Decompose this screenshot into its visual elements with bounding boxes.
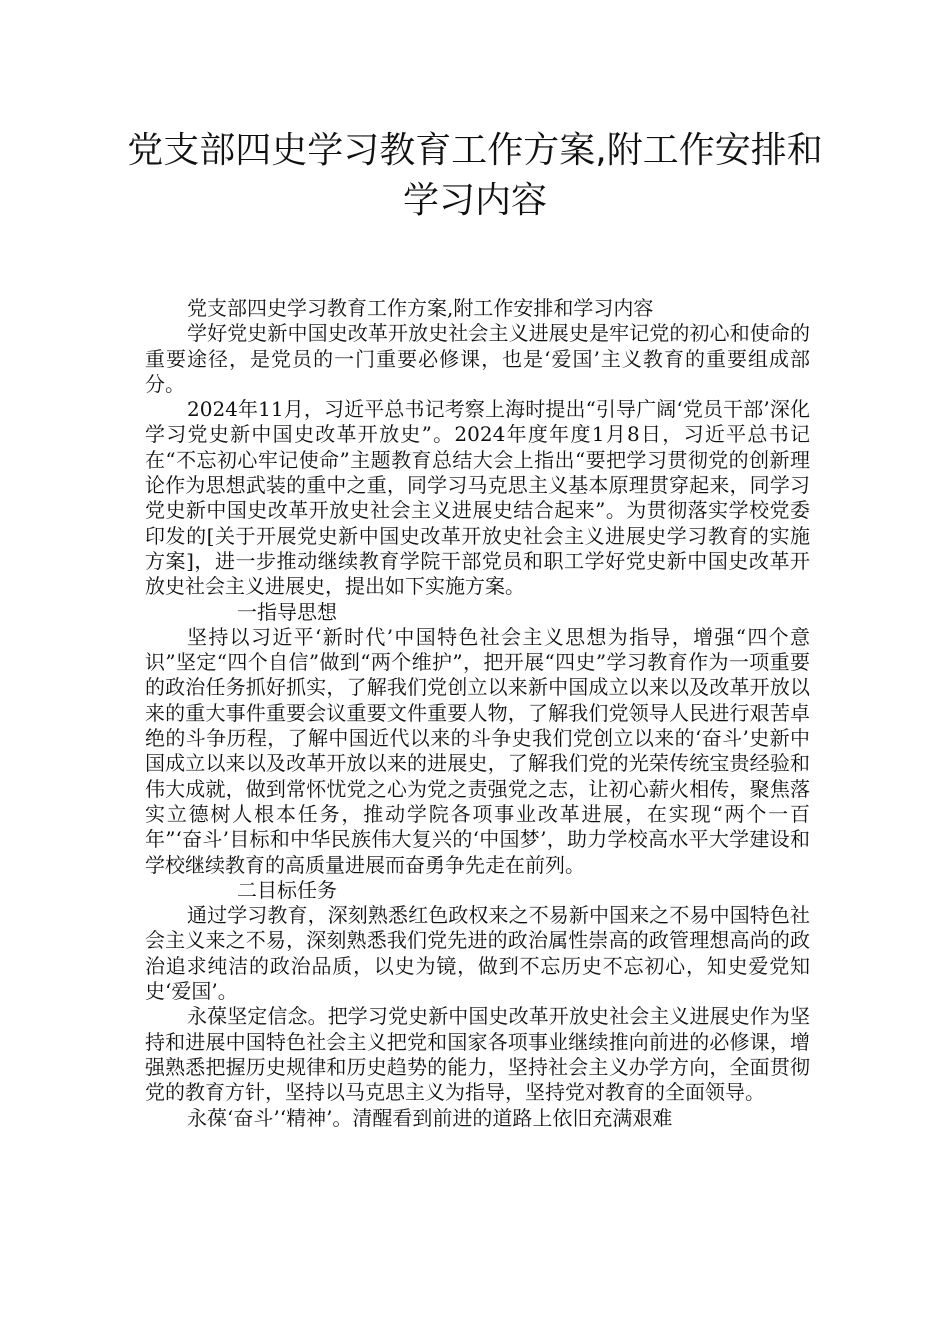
body-paragraph: 2024年11月，习近平总书记考察上海时提出“引导广阔‘党员干部’深化学习党史新中国史改革开放史”。2024年度年度1月8日，习近平总书记在“不忘初心牢记使命”主题教育总结大会上指出“要把学习贯彻党的创新理论作为思想武装的重中之重，同学习马克思主义基本原理贯穿起来，同学习党史新中国史改革开放史社会主义进展史结合起来”。为贯彻落实学校党委印发的[关于开展党史新中国史改革开放史社会主义进展史学习教育的实施方案]，进一步推动继续教育学院干部党员和职工学好党史新中国史改革开放史社会主义进展史，提出如下实施方案。 — [145, 397, 810, 599]
body-paragraph: 永葆‘奋斗’‘精神’。清醒看到前进的道路上依旧充满艰难 — [187, 1105, 673, 1130]
body-paragraph: 党支部四史学习教育工作方案,附工作安排和学习内容 — [187, 296, 654, 320]
document-body — [145, 296, 810, 1131]
body-paragraph: 坚持以习近平‘新时代’中国特色社会主义思想为指导，增强“四个意识”坚定“四个自信”做到“两个维护”，把开展“四史”学习教育作为一项重要的政治任务抓好抓实，了解我们党创立以来新中国成立以来以及改革开放以来的重大事件重要会议重要文件重要人物，了解我们党领导人民进行艰苦卓绝的斗争历程，了解中国近代以来的斗争史我们党创立以来的‘奋斗’史新中国成立以来以及改革开放以来的进展史，了解我们党的光荣传统宝贵经验和伟大成就，做到常怀忧党之心为党之责强党之志，让初心薪火相传，聚焦落实立德树人根本任务，推动学院各项事业改革进展，在实现“两个一百年”‘奋斗’目标和中华民族伟大复兴的‘中国梦’，助力学校高水平大学建设和学校继续教育的高质量进展而奋勇争先走在前列。 — [145, 624, 810, 877]
body-paragraph: 通过学习教育，深刻熟悉红色政权来之不易新中国来之不易中国特色社会主义来之不易，深刻熟悉我们党先进的政治属性崇高的政管理想高尚的政治追求纯洁的政治品质，以史为镜，做到不忘历史不忘初心，知史爱党知史‘爱国’。 — [145, 903, 810, 1004]
body-paragraph: 学好党史新中国史改革开放史社会主义进展史是牢记党的初心和使命的重要途径，是党员的一门重要必修课，也是‘爱国’主义教育的重要组成部分。 — [145, 321, 810, 396]
section-heading: 二目标任务 — [237, 877, 337, 902]
body-paragraph: 永葆坚定信念。把学习党史新中国史改革开放史社会主义进展史作为坚持和进展中国特色社会主义把党和国家各项事业继续推向前进的必修课，增强熟悉把握历史规律和历史趋势的能力，坚持社会主义办学方向，全面贯彻党的教育方针，坚持以马克思主义为指导，坚持党对教育的全面领导。 — [145, 1004, 810, 1105]
document-title: 党支部四史学习教育工作方案,附工作安排和学习内容 — [127, 130, 823, 221]
section-heading: 一指导思想 — [237, 599, 337, 624]
